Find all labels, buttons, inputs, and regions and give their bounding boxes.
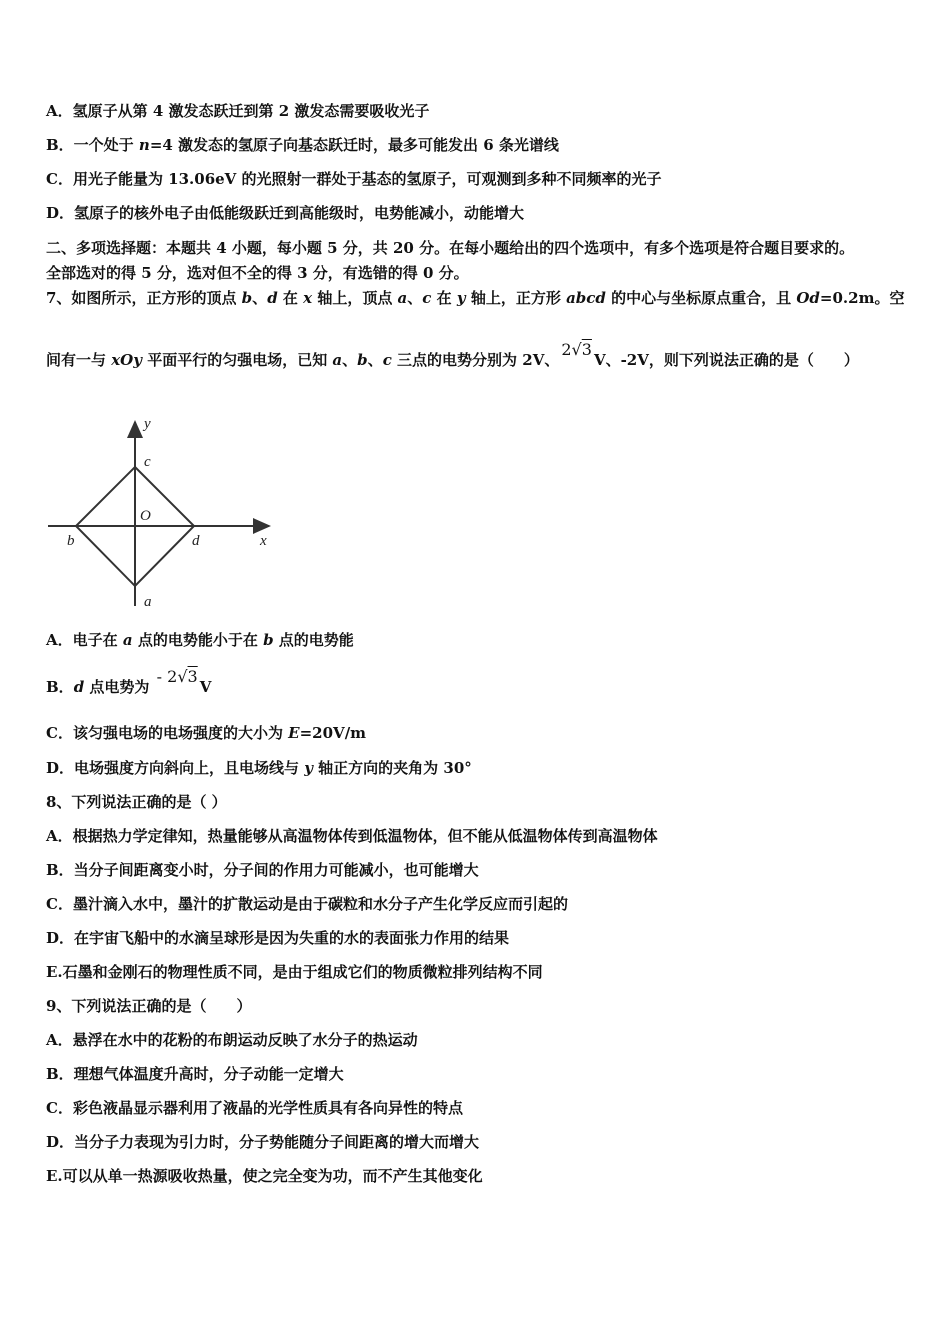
q9-option-c: C．彩色液晶显示器利用了液晶的光学性质具有各向异性的特点 [46,1099,463,1117]
text: 轴上，正方形 [465,289,567,307]
var: abcd [566,289,606,307]
label-a: a [144,594,152,610]
text: D．电场强度方向斜向上，且电场线与 [46,759,305,777]
q7-option-a [46,630,354,650]
q8-option-c: C．墨汁滴入水中，墨汁的扩散运动是由于碳粒和水分子产生化学反应而引起的 [46,895,568,913]
q8-option-a: A．根据热力学定律知，热量能够从高温物体传到低温物体，但不能从低温物体传到高温物体 [46,827,658,845]
text: 、 [407,289,423,307]
text: 的中心与坐标原点重合，且 [605,289,797,307]
var: c [422,289,432,307]
sqrt-coef: - 2 [156,667,178,686]
text: 、 [342,351,358,369]
q6-option-d: D．氢原子的核外电子由低能级跃迁到高能级时，电势能减小，动能增大 [46,204,525,222]
text: =20V/m [299,724,367,742]
section2-header-line2: 全部选对的得 5 分，选对但不全的得 3 分，有选错的得 0 分。 [46,264,469,282]
q6-option-a: A．氢原子从第 4 激发态跃迁到第 2 激发态需要吸收光子 [46,102,430,120]
text: =4 激发态的氢原子向基态跃迁时，最多可能发出 6 条光谱线 [149,136,559,154]
sqrt-coef: 2 [561,340,572,359]
q9-option-a: A．悬浮在水中的花粉的布朗运动反映了水分子的热运动 [46,1031,418,1049]
q6-option-b [46,135,559,155]
label-x: x [260,533,267,549]
var: y [304,759,313,777]
text: =0.2m。空 [819,289,905,307]
q8-option-b: B．当分子间距离变小时，分子间的作用力可能减小，也可能增大 [46,861,479,879]
q7-option-b [46,667,212,697]
q7-stem-line1 [46,288,904,308]
text: 7、如图所示，正方形的顶点 [46,289,242,307]
var: c [382,351,392,369]
label-b: b [67,533,75,549]
text: C．该匀强电场的电场强度的大小为 [46,724,289,742]
label-d: d [192,533,200,549]
var: a [397,289,408,307]
text: 在 [431,289,457,307]
sqrt-radicand: 3 [581,340,592,359]
q8-option-d: D．在宇宙飞船中的水滴呈球形是因为失重的水的表面张力作用的结果 [46,929,510,947]
q8-stem: 8、下列说法正确的是（ ） [46,793,227,811]
label-y: y [144,416,151,432]
q6-option-c: C．用光子能量为 13.06eV 的光照射一群处于基态的氢原子，可观测到多种不同频率的光子 [46,170,662,188]
var: Od [796,289,820,307]
q9-stem: 9、下列说法正确的是（ ） [46,997,252,1015]
var: d [73,678,85,696]
sqrt-expression: 2√3 [561,340,592,359]
text: 点的电势能 [273,631,354,649]
q8-option-e: E.石墨和金刚石的物理性质不同，是由于组成它们的物质微粒排列结构不同 [46,963,543,981]
q9-option-e: E.可以从单一热源吸收热量，使之完全变为功，而不产生其他变化 [46,1167,483,1185]
q9-option-d: D．当分子力表现为引力时，分子势能随分子间距离的增大而增大 [46,1133,480,1151]
text: 点电势为 [84,678,155,696]
text: 三点的电势分别为 2V、 [391,351,560,369]
text: V [199,678,212,696]
text: 在 [277,289,304,307]
section2-header-line1: 二、多项选择题：本题共 4 小题，每小题 5 分，共 20 分。在每小题给出的四个选项中，有多个选项是符合题目要求的。 [46,239,855,257]
text: 轴正方向的夹角为 30° [312,759,472,777]
var: b [241,289,253,307]
text: B． [46,678,74,696]
text: 轴上，顶点 [312,289,398,307]
sqrt-radicand: 3 [187,667,198,686]
var: b [357,351,368,369]
text: A．电子在 [46,631,123,649]
var: a [332,351,343,369]
text: 、 [367,351,383,369]
q7-figure [44,410,284,615]
text: 平面平行的匀强电场，已知 [141,351,333,369]
sqrt-expression: - 2√3 [156,667,198,686]
var: b [263,631,274,649]
var: x [303,289,313,307]
text: V、-2V，则下列说法正确的是（ ） [593,351,859,369]
var: d [267,289,278,307]
text: B．一个处于 [46,136,139,154]
var: a [122,631,133,649]
q7-stem-line2 [46,340,859,370]
label-c: c [144,454,151,470]
q7-option-d [46,758,472,778]
q7-option-c [46,723,366,743]
var: E [288,724,300,742]
var: y [456,289,466,307]
label-o: O [140,508,151,524]
text: 点的电势能小于在 [132,631,264,649]
text: 间有一与 [46,351,112,369]
text: 、 [252,289,268,307]
var: xOy [111,351,142,369]
q9-option-b: B．理想气体温度升高时，分子动能一定增大 [46,1065,344,1083]
var-n: n [138,136,150,154]
